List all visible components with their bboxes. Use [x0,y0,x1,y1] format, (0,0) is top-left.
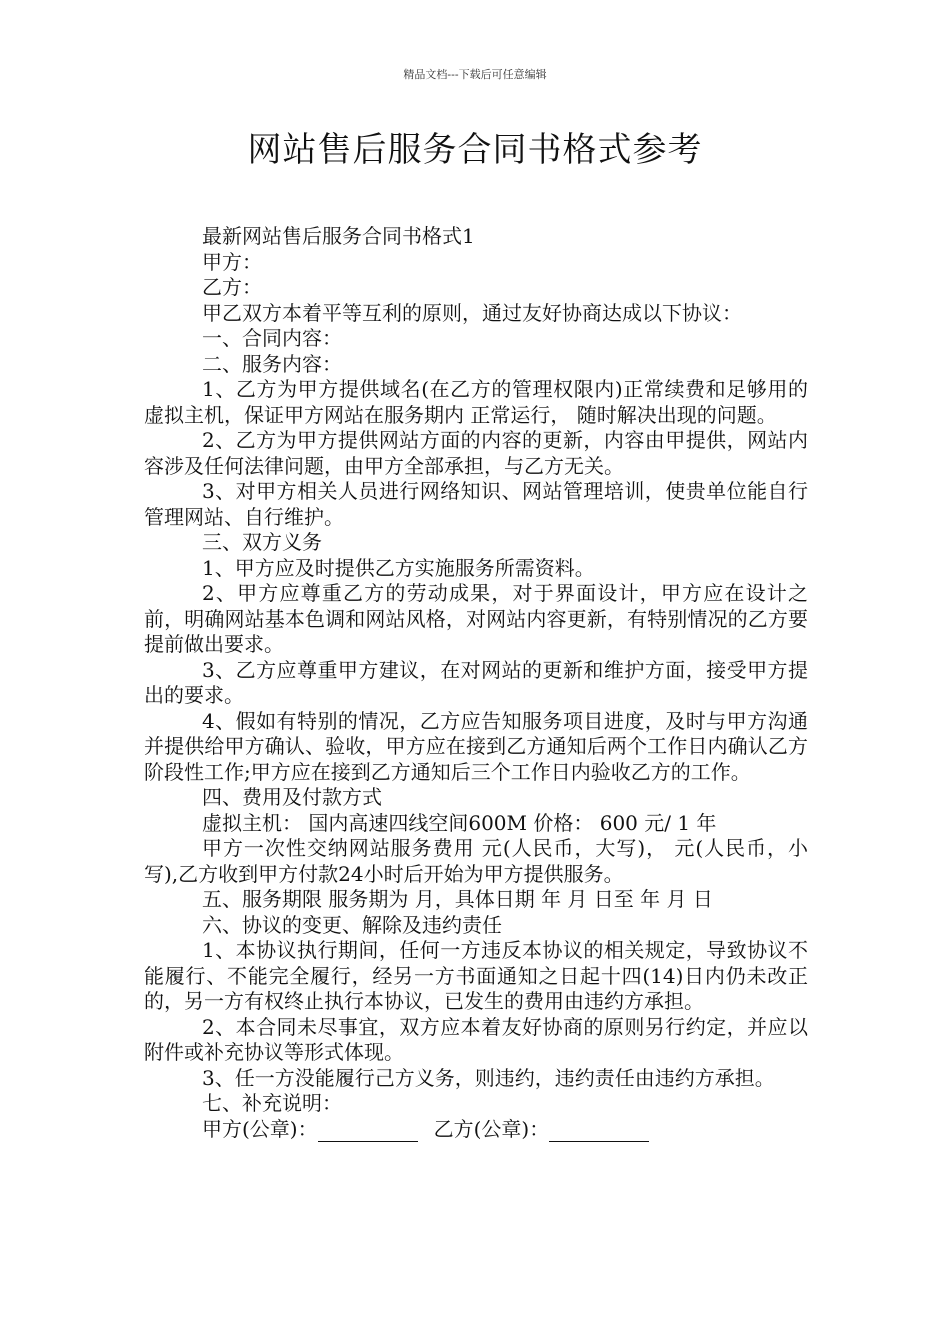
obligation-clause-1: 1、甲方应及时提供乙方实施服务所需资料。 [202,555,595,580]
section-heading-fees: 四、费用及付款方式 [202,785,382,809]
payment-clause: 甲方一次性交纳网站服务费用 元(人民币，大写)， 元(人民币，小写),乙方收到甲方付款24小时后开始为甲方提供服务。 [144,836,808,886]
section-heading-service-period: 五、服务期限 服务期为 月，具体日期 年 月 日至 年 月 日 [202,887,713,911]
contract-body [144,224,808,1142]
party-b-seal-line [549,1121,649,1142]
section-heading-obligations: 三、双方义务 [202,530,322,554]
obligation-clause-2: 2、甲方应尊重乙方的劳动成果，对于界面设计，甲方应在设计之前，明确网站基本色调和网站风格，对网站内容更新，有特别情况的乙方要提前做出要求。 [144,581,808,656]
service-clause-3: 3、对甲方相关人员进行网络知识、网站管理培训，使贵单位能自行管理网站、自行维护。 [144,479,808,529]
party-a-label: 甲方： [202,249,262,274]
liability-clause-1: 1、本协议执行期间，任何一方违反本协议的相关规定，导致协议不能履行、不能完全履行，经另一方书面通知之日起十四(14)日内仍未改正的，另一方有权终止执行本协议，已发生的费用由违约方承担。 [144,938,808,1013]
party-a-seal-label: 甲方(公章)： [202,1116,318,1141]
obligation-clause-4: 4、假如有特别的情况，乙方应告知服务项目进度，及时与甲方沟通并提供给甲方确认、验收，甲方应在接到乙方通知后两个工作日内确认乙方阶段性工作;甲方应在接到乙方通知后三个工作日内验收乙方的工作。 [144,708,808,784]
virtual-host-price: 虚拟主机： 国内高速四线空间600M 价格： 600 元/ 1 年 [202,810,717,835]
section-heading-supplement: 七、补充说明： [202,1091,342,1115]
signature-row [144,1117,808,1143]
party-b-label: 乙方： [202,275,262,299]
contract-subtitle: 最新网站售后服务合同书格式1 [202,224,475,248]
party-a-seal-line [318,1121,418,1142]
header-note: 精品文档---下载后可任意编辑 [403,68,547,81]
service-clause-1: 1、乙方为甲方提供域名(在乙方的管理权限内)正常续费和足够用的虚拟主机，保证甲方网站在服务期内 正常运行， 随时解决出现的问题。 [144,377,808,427]
service-clause-2: 2、乙方为甲方提供网站方面的内容的更新，内容由甲提供，网站内容涉及任何法律问题，由甲方全部承担，与乙方无关。 [144,428,808,478]
section-heading-service-content: 二、服务内容： [202,351,342,376]
party-b-seal-label: 乙方(公章)： [433,1116,550,1141]
section-heading-contract-content: 一、合同内容： [202,326,342,350]
document-title: 网站售后服务合同书格式参考 [247,130,703,170]
obligation-clause-3: 3、乙方应尊重甲方建议，在对网站的更新和维护方面，接受甲方提出的要求。 [144,657,808,707]
intro-line: 甲乙双方本着平等互利的原则，通过友好协商达成以下协议： [202,300,742,325]
section-heading-changes-liability: 六、协议的变更、解除及违约责任 [202,912,502,937]
liability-clause-3: 3、任一方没能履行己方义务，则违约，违约责任由违约方承担。 [202,1065,775,1090]
liability-clause-2: 2、本合同未尽事宜，双方应本着友好协商的原则另行约定，并应以附件或补充协议等形式体现。 [144,1014,808,1064]
